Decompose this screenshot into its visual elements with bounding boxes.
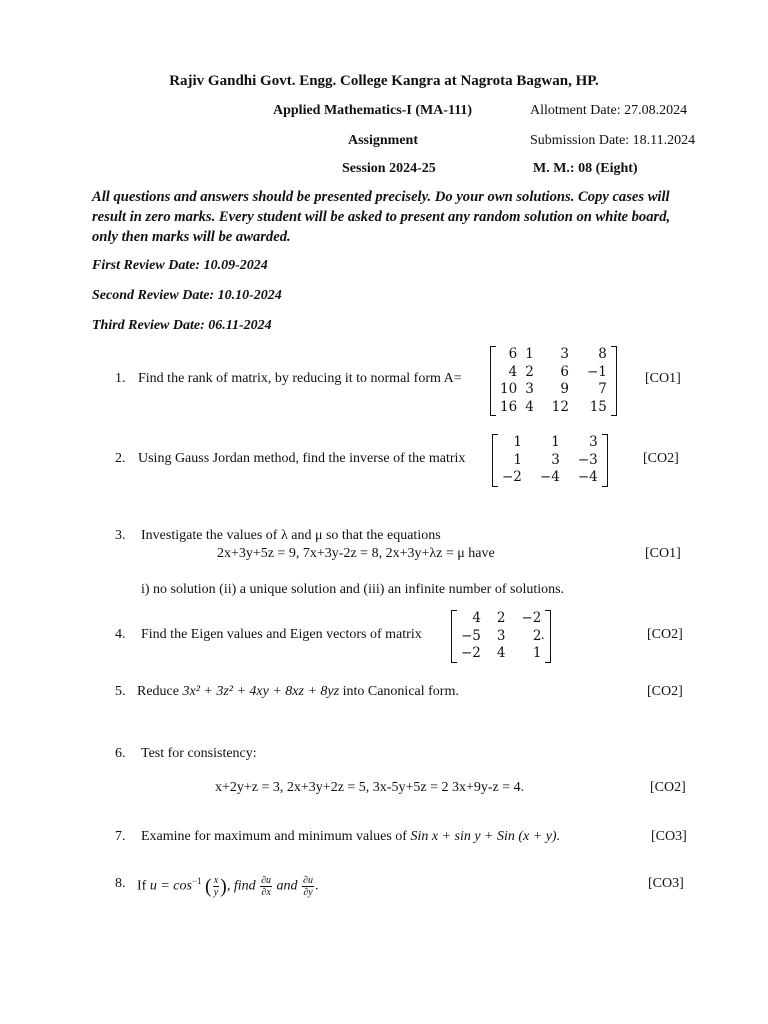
q7-number: 7. [115,829,126,844]
q4-matrix [451,610,551,663]
q8-d2-num: ∂u [303,874,313,886]
q2-m-cell: 1 [551,434,560,450]
q4-m-cell: −2 [461,645,481,661]
q7-co: [CO3] [651,829,687,844]
q5-line [137,684,459,700]
q7-expression: Sin x + sin y + Sin (x + y). [410,829,561,844]
q8-superscript: −1 [191,876,202,886]
q4-matrix-right-bracket [545,610,551,663]
college-name: Rajiv Gandhi Govt. Engg. College Kangra at Nagrota Bagwan, HP. [169,73,599,89]
subject-title: Applied Mathematics-I (MA-111) [273,103,473,118]
q6-number: 6. [115,746,126,761]
q1-m-cell: 3 [560,346,569,362]
q2-m-cell: 1 [513,434,522,450]
q4-m-cell: 1 [532,645,542,661]
q2-matrix-right-bracket [602,434,608,487]
q1-m-cell: 7 [598,381,607,397]
session: Session 2024-25 [342,161,436,176]
q4-text: Find the Eigen values and Eigen vectors of matrix [141,627,422,642]
q2-m-cell: 3 [551,451,560,468]
q1-m-cell: 15 [589,398,607,415]
q1-m-cell: −1 [586,363,607,380]
q2-co: [CO2] [643,451,679,466]
q1-m-cell: 4 [508,363,518,380]
q4-co: [CO2] [647,627,683,642]
q4-m-cell: 4 [472,610,481,626]
q1-m-cell: 4 [525,398,534,415]
q8-co: [CO3] [648,876,684,891]
q8-line [137,866,319,902]
q4-m-cell: 4 [496,645,506,661]
allotment-date: Allotment Date: 27.08.2024 [530,103,688,118]
q4-suffix: . [541,628,545,643]
second-review-date: Second Review Date: 10.10-2024 [92,288,282,303]
q1-m-cell: 2 [525,363,534,380]
q2-m-cell: −2 [502,469,522,485]
q1-m-cell: 8 [598,346,607,362]
q1-m-cell: 1 [525,346,534,362]
q1-co: [CO1] [645,371,681,386]
q8-number: 8. [115,876,126,891]
q5-number: 5. [115,684,126,699]
q8-right-paren: ) [220,875,227,898]
max-marks: M. M.: 08 (Eight) [533,161,638,176]
q1-m-cell: 9 [560,381,569,397]
q8-fraction [213,875,219,898]
q8-d1-den: ∂x [261,886,271,898]
q8-and: and [276,878,298,894]
q3-cases: i) no solution (ii) a unique solution and (iii) an infinite number of solutions. [141,582,565,597]
q4-matrix-table [457,610,545,663]
q4-m-cell: −5 [461,627,481,644]
q8-d2-den: ∂y [303,886,313,898]
q3-equations: 2x+3y+5z = 9, 7x+3y-2z = 8, 2x+3y+λz = μ have [217,546,495,561]
q8-end: . [315,878,319,894]
q1-m-cell: 12 [551,398,569,415]
q2-number: 2. [115,451,126,466]
q3-number: 3. [115,528,126,543]
q6-co: [CO2] [650,780,686,795]
q7-line [141,829,560,845]
q8-frac-num: x [213,874,219,886]
q8-prefix: If [137,878,147,894]
q1-m-cell: 3 [525,381,534,397]
third-review-date: Third Review Date: 06.11-2024 [92,318,272,333]
q8-d1-num: ∂u [261,874,272,886]
q8-frac-den: y [213,886,219,898]
q5-suffix: into Canonical form. [342,684,459,699]
q7-prefix: Examine for maximum and minimum values of [141,829,407,844]
q5-co: [CO2] [647,684,683,699]
q4-m-cell: 2 [496,610,506,626]
q4-m-cell: 3 [496,627,506,644]
q3-co: [CO1] [645,546,681,561]
q6-equations: x+2y+z = 3, 2x+3y+2z = 5, 3x-5y+5z = 2 3x+9y-z = 4. [215,780,525,795]
q8-derivative-y [302,875,314,898]
submission-date: Submission Date: 18.11.2024 [530,133,696,148]
q4-number: 4. [115,627,126,642]
q1-text: Find the rank of matrix, by reducing it to normal form A= [138,371,462,386]
q2-matrix-table [498,434,602,487]
q2-m-cell: 3 [589,434,598,450]
q1-matrix [490,346,617,416]
instructions: All questions and answers should be presented precisely. Do your own solutions. Copy cases will result in zero marks. Every student will be asked to present any random solution on white board, only then marks will be awarded. [92,189,671,245]
q4-m-cell: −2 [521,610,542,626]
q1-number: 1. [115,371,126,386]
q4-m-cell: 2 [532,627,542,644]
q8-left-paren: ( [205,875,212,898]
q1-m-cell: 16 [500,398,518,415]
q1-m-cell: 6 [560,363,569,380]
q1-matrix-table [496,346,611,416]
q1-m-cell: 6 [508,346,518,362]
q2-m-cell: −4 [577,469,598,485]
first-review-date: First Review Date: 10.09-2024 [92,258,268,273]
q1-m-cell: 10 [500,381,518,397]
q8-lhs: u = cos [149,878,192,894]
q5-expression: 3x² + 3z² + 4xy + 8xz + 8yz [182,684,340,699]
q8-find: , find [226,878,256,894]
q2-m-cell: 1 [513,451,522,468]
q6-text: Test for consistency: [141,746,257,761]
q5-prefix: Reduce [137,684,179,699]
q2-text: Using Gauss Jordan method, find the inverse of the matrix [138,451,466,466]
q2-m-cell: −4 [539,469,560,485]
q2-matrix [492,434,608,487]
q2-m-cell: −3 [577,451,598,468]
q8-derivative-x [260,875,272,898]
q3-text: Investigate the values of λ and μ so that the equations [141,528,441,543]
q1-matrix-right-bracket [611,346,617,416]
document-type: Assignment [348,133,419,148]
